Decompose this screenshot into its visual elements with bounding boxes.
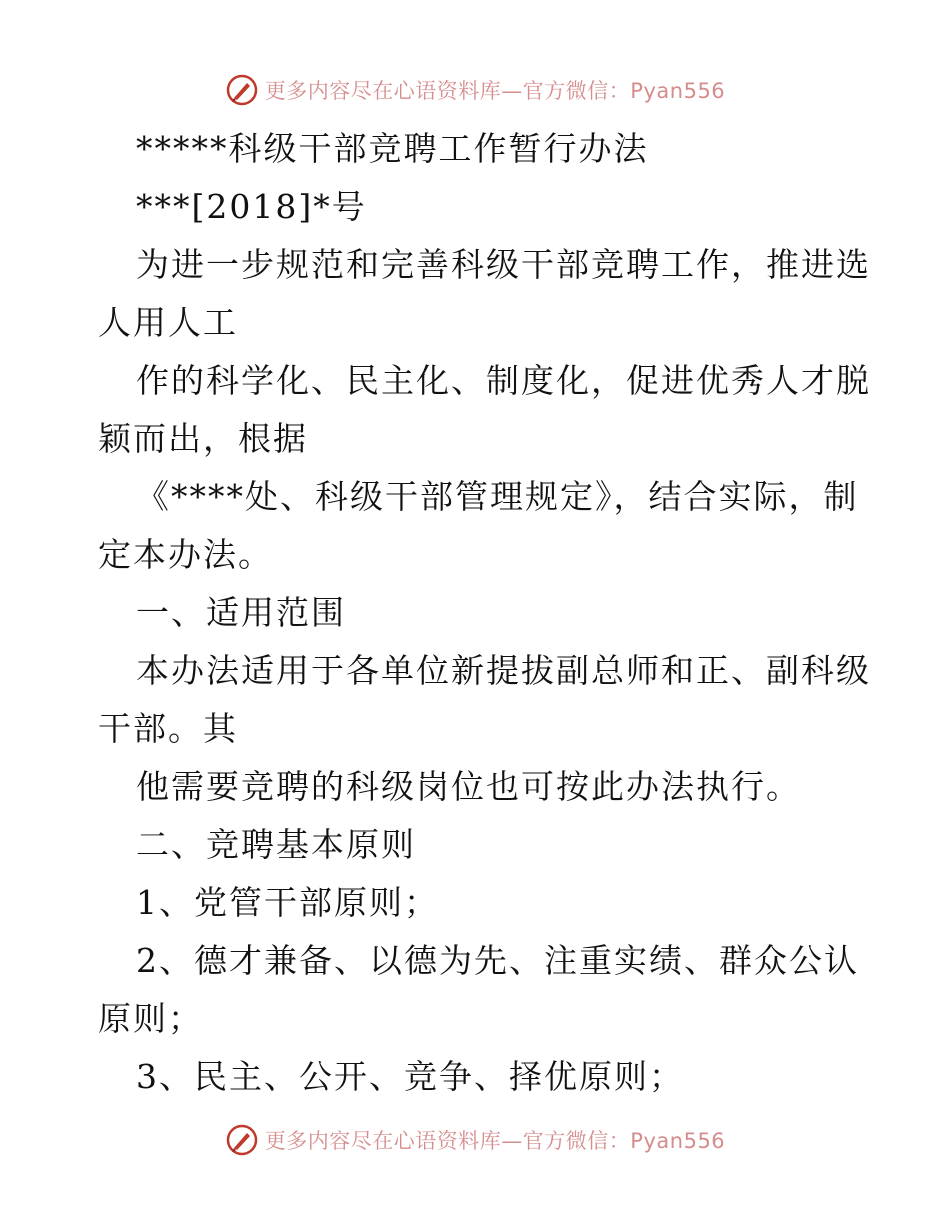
text-line: 定本办法。 xyxy=(98,535,273,574)
text-line: 他需要竞聘的科级岗位也可按此办法执行。 xyxy=(136,767,801,806)
text-line: ***[2018]*号 xyxy=(136,187,367,226)
text-line: 本办法适用于各单位新提拔副总师和正、副科级 xyxy=(136,651,871,690)
watermark-text: 更多内容尽在心语资料库—官方微信：Pyan556 xyxy=(264,1129,726,1153)
text-line: 二、竞聘基本原则 xyxy=(136,825,416,864)
document-body xyxy=(98,120,871,1106)
text-line: 1、党管干部原则； xyxy=(136,883,439,922)
text-line: 为进一步规范和完善科级干部竞聘工作，推进选 xyxy=(136,245,871,284)
pen-logo-icon xyxy=(225,1123,259,1157)
watermark-header xyxy=(0,70,950,110)
text-line: 颖而出，根据 xyxy=(98,419,308,458)
watermark-footer xyxy=(0,1120,950,1160)
text-line: *****科级干部竞聘工作暂行办法 xyxy=(136,129,649,168)
pen-logo-icon xyxy=(225,73,259,107)
text-line: 《****处、科级干部管理规定》，结合实际，制 xyxy=(136,477,859,516)
text-line: 原则； xyxy=(98,999,203,1038)
text-line: 2、德才兼备、以德为先、注重实绩、群众公认 xyxy=(136,941,859,980)
text-line: 作的科学化、民主化、制度化，促进优秀人才脱 xyxy=(136,361,871,400)
text-line: 干部。其 xyxy=(98,709,238,748)
watermark-text: 更多内容尽在心语资料库—官方微信：Pyan556 xyxy=(264,79,726,103)
text-line: 人用人工 xyxy=(98,303,238,342)
text-line: 3、民主、公开、竞争、择优原则； xyxy=(136,1057,684,1096)
text-line: 一、适用范围 xyxy=(136,593,346,632)
